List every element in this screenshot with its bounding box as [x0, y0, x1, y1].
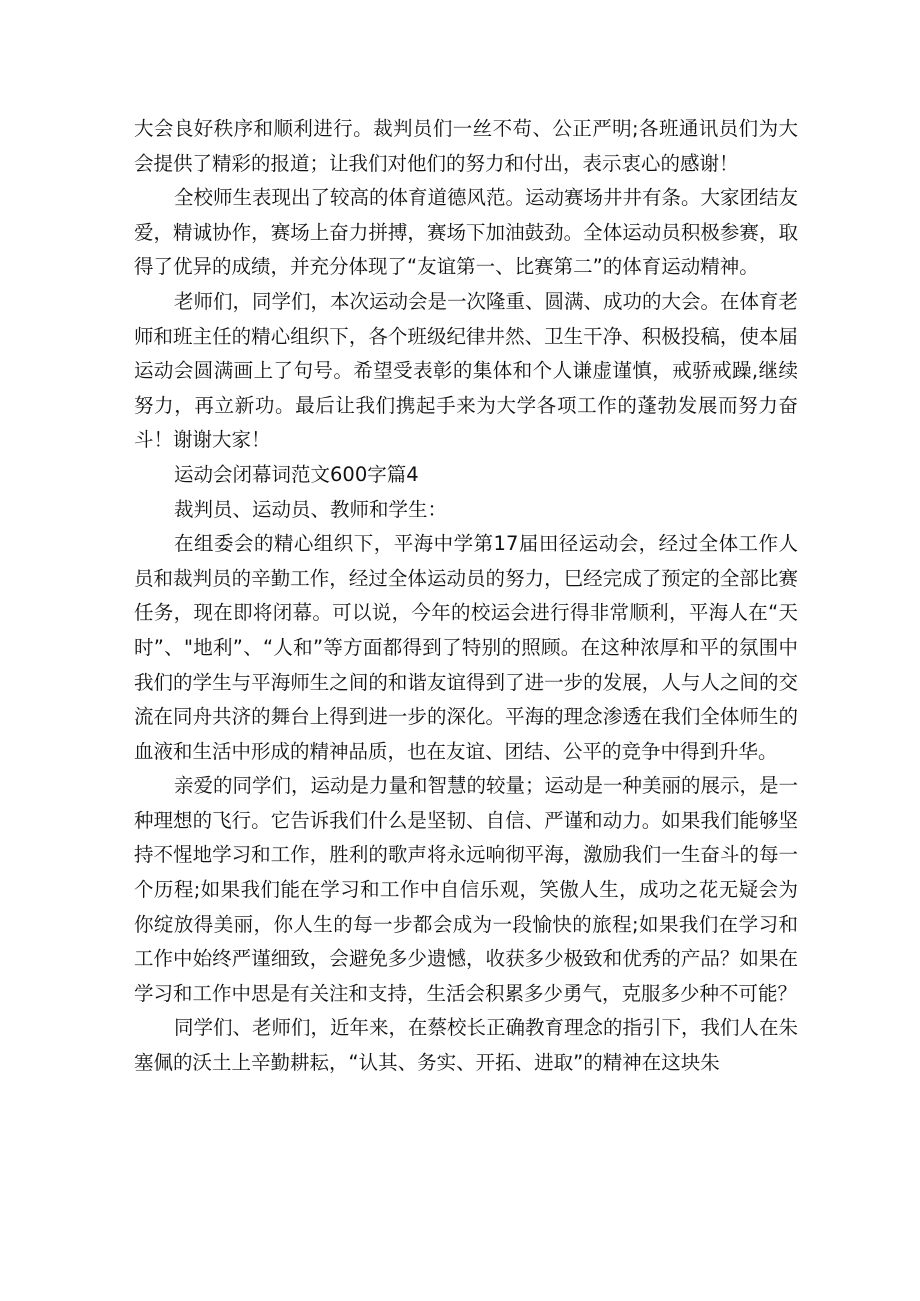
paragraph-4: 在组委会的精心组织下，平海中学第17届田径运动会，经过全体工作人员和裁判员的辛勤工作，经过全体运动员的努力，巳经完成了预定的全部比赛任务，现在即将闭幕。可以说，今年的校运会进行得非常顺利，平海人在“天时”、"地利”、“人和”等方面都得到了特别的照顾。在这种浓厚和平的氛围中 我们的学生与平海师生之间的和谐友谊得到了进一步的发展，人与人之间的交流在同舟共济的舞台上得到进一步的深化。平海的理念渗透在我们全体师生的血液和生活中形成的精神品质，也在友谊、团结、公平的竞争中得到升华。: [134, 532, 798, 763]
paragraph-5: 亲爱的同学们，运动是力量和智慧的较量；运动是一种美丽的展示，是一种理想的飞行。它告诉我们什么是坚韧、自信、严谨和动力。如果我们能够坚持不惺地学习和工作，胜利的歌声将永远响彻平海，激励我们一生奋斗的每一个历程;如果我们能在学习和工作中自信乐观，笑傲人生，成功之花无疑会为你绽放得美丽，你人生的每一步都会成为一段愉快的旅程;如果我们在学习和工作中始终严谨细致，会避免多少遗憾，收获多少极致和优秀的产品？如果在学习和工作中思是有关注和支持，生活会积累多少勇气，克服多少种不可能？: [134, 774, 799, 1005]
document-body: [134, 112, 798, 1081]
paragraph-3: 老师们，同学们，本次运动会是一次隆重、圆满、成功的大会。在体育老师和班主任的精心组织下，各个班级纪律井然、卫生干净、积极投稿，使本届运动会圆满画上了句号。希望受表彰的集体和个人谦虚谨慎，戒骄戒躁,继续努力，再立新功。最后让我们携起手来为大学各项工作的蓬勃发展而努力奋斗！谢谢大家！: [134, 289, 799, 452]
paragraph-1: 大会良好秩序和顺利进行。裁判员们一丝不苟、公正严明;各班通讯员们为大会提供了精彩的报道；让我们对他们的努力和付出，表示衷心的感谢！: [134, 117, 798, 175]
salutation: 裁判员、运动员、教师和学生：: [174, 497, 448, 521]
paragraph-6: 同学们、老师们，近年来，在蔡校长正确教育理念的指引下，我们人在朱塞佩的沃土上辛勤耕耘，“认其、务实、开拓、进取”的精神在这块朱: [134, 1016, 799, 1075]
section-heading: 运动会闭幕词范文600字篇4: [174, 462, 419, 486]
paragraph-2: 全校师生表现出了较高的体育道德风范。运动赛场井井有条。大家团结友爱，精诚协作，赛场上奋力拼搏，赛场下加油鼓劲。全体运动员积极参赛，取得了优异的成绩，并充分体现了“友谊第一、比赛第二”的体育运动精神。: [134, 186, 799, 279]
